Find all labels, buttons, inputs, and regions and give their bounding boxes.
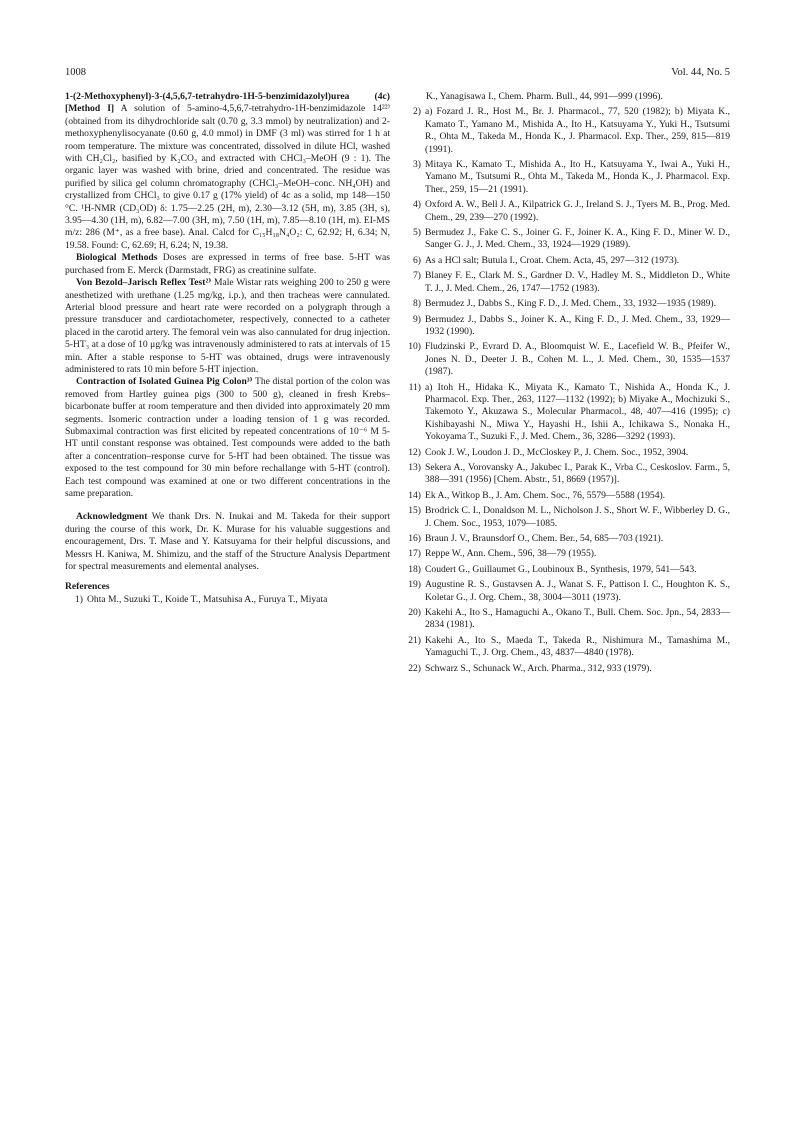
reference-item (404, 199, 730, 224)
reference-number: 17) (408, 548, 421, 560)
reference-number: 9) (413, 313, 421, 325)
reference-text: Ek A., Witkop B., J. Am. Chem. Soc., 76, 5579—5588 (1954). (425, 489, 666, 501)
reference-number: 18) (408, 563, 421, 575)
reference-number: 1) (75, 593, 83, 605)
von-bezold-body: Male Wistar rats weighing 200 to 250 g were anesthetized with urethane (1.25 mg/kg, i.p.), and then tracheas were cannulated. Arterial blood pressure and heart rate were recorded on a polygraph through a pressure transducer and cardiotachometer, respectively, connected to a catheter placed in the carotid artery. The femoral vein was also cannulated for drug injection. 5-HT₃ at a dose of 10 μg/kg was intravenously administered to rats at intervals of 15 min. After a stable response to 5-HT was obtained, drugs were intravenously administered to rats 10 min before 5-HT injection. (65, 277, 390, 375)
bio-methods-heading: Biological Methods (76, 252, 158, 264)
right-column (404, 91, 730, 678)
reference-text: Ohta M., Suzuki T., Koide T., Matsuhisa A., Furuya T., Miyata (87, 593, 328, 605)
reference-text: Bermudez J., Fake C. S., Joiner G. F., Joiner K. A., King F. D., Miner W. D., Sanger G. J., J. Med. Chem., 33, 1924—1929 (1989). (425, 227, 730, 251)
acknowledgment-heading: Acknowledgment (76, 511, 148, 523)
reference-text: a) Fozard J. R., Host M., Br. J. Pharmacol., 77, 520 (1982); b) Miyata K., Kamato T., Yamano M., Mishida A., Ito H., Katsuyama Y., Yuki H., Tsutsumi R., Ohta M., Takeda M., Honda K., J. Pharmacol. Exp. Ther., 259, 815—819 (1991). (425, 106, 730, 155)
reference-text: Brodrick C. I., Donaldson M. L., Nicholson J. S., Short W. F., Wibberley D. G., J. Chem. Soc., 1953, 1079—1085. (425, 505, 730, 529)
guinea-pig-body: The distal portion of the colon was removed from Hartley guinea pigs (300 to 500 g), cleaned in fresh Krebs–bicarbonate buffer at room temperature and then divided into approximately 20 mm segments. Isomeric contraction under a loading tension of 1 g was recorded. Submaximal contraction was first elicited by repeated concentrations of 10⁻⁶ M 5-HT until constant response was obtained. Test compounds were added to the bath after a concentration–response curve for 5-HT had been obtained. The tissue was exposed to the test compound for 30 min before rechallange with 5-HT (control). Each test compound was examined at one or two different concentrations in the same preparation. (65, 376, 390, 499)
reference-item (404, 663, 730, 675)
bio-methods-body: Doses are expressed in terms of free base. 5-HT was purchased from E. Merck (Darmstadt, FRG) as creatinine sulfate. (65, 252, 390, 276)
reference-item (404, 341, 730, 378)
reference-text: Mitaya K., Kamato T., Mishida A., Ito H., Katsuyama Y., Iwai A., Yuki H., Yamano M., Tsutsumi R., Ohta M., Takeda M., Honda K., J. Pharmacol. Exp. Ther., 259, 15—21 (1991). (425, 159, 730, 195)
reference-item (404, 533, 730, 545)
reference-number: 14) (408, 489, 421, 501)
reference-item (404, 382, 730, 444)
reference-text: Augustine R. S., Gustavsen A. J., Wanat S. F., Pattison I. C., Houghton K. S., Koletar G., J. Org. Chem., 38, 3004—3011 (1973). (425, 579, 730, 603)
compound-heading: 1-(2-Methoxyphenyl)-3-(4,5,6,7-tetrahydro-1H-5-benzimidazolyl)urea (4c) [Method I] (65, 91, 390, 115)
reference-text: Coudert G., Guillaumet G., Loubinoux B., Synthesis, 1979, 541—543. (425, 563, 697, 575)
page-number: 1008 (65, 67, 86, 78)
reference-item (404, 635, 730, 660)
volume-issue: Vol. 44, No. 5 (671, 67, 730, 78)
reference-number: 12) (408, 446, 421, 458)
reference-number: 19) (408, 579, 421, 591)
reference-item (404, 106, 730, 156)
reference-text: a) Itoh H., Hidaka K., Miyata K., Kamato T., Nishida A., Honda K., J. Pharmacol. Exp. Ther., 263, 1127—1132 (1992); b) Miyake A., Mochizuki S., Takemoto Y., Akuzawa S., Molecular Pharmacol., 48, 407—416 (1995); c) Kishibayashi N., Miwa Y., Hayashi H., Ishii A., Ichikawa S., Nonaka H., Yokoyama T., Suzuki F., J. Med. Chem., 36, 3286—3292 (1993). (425, 381, 730, 443)
page-header (65, 66, 730, 80)
reference-item (404, 159, 730, 196)
reference-item (404, 270, 730, 295)
reference-item (404, 607, 730, 632)
reference-text: Schwarz S., Schunack W., Arch. Pharma., 312, 933 (1979). (425, 662, 652, 674)
reference-number: 11) (408, 381, 421, 393)
compound-body: A solution of 5-amino-4,5,6,7-tetrahydro-1H-benzimidazole 14²²⁾ (obtained from its dihydrochloride salt (0.70 g, 3.3 mmol) by neutralization) and 2-methoxyphenylisocyanate (0.60 g, 4.0 mmol) in DMF (3 ml) was stirred for 1 h at room temperature. The mixture was concentrated, dissolved in dilute HCl, washed with CH₂Cl₂, basified by K₂CO₃ and extracted with CHCl₃–MeOH (9 : 1). The organic layer was washed with brine, dried and concentrated. The residue was purified by silica gel column chromatography (CHCl₃–MeOH–conc. NH₄OH) and crystallized from CHCl₃ to give 0.17 g (17% yield) of 4c as a solid, mp 148—150 °C. ¹H-NMR (CD₃OD) δ: 1.75—2.25 (2H, m), 2.30—3.12 (5H, m), 3.85 (3H, s), 3.95—4.30 (1H, m), 6.82—7.00 (3H, m), 7.50 (1H, m), 7.85—8.10 (1H, m). EI-MS m/z: 286 (M⁺, as a free base). Anal. Calcd for C₁₅H₁₈N₄O₂: C, 62.92; H, 6.34; N, 19.58. Found: C, 62.69; H, 6.24; N, 19.38. (65, 103, 391, 251)
reference-number: 4) (413, 199, 421, 211)
reference-item (404, 579, 730, 604)
von-bezold-paragraph (65, 277, 390, 376)
reference-number: 6) (413, 254, 421, 266)
reference-text: Bermudez J., Dabbs S., King F. D., J. Med. Chem., 33, 1932—1935 (1989). (425, 298, 717, 310)
reference-number: 20) (408, 607, 421, 619)
reference-number: 16) (408, 533, 421, 544)
reference-item (404, 505, 730, 530)
reference-text: Braun J. V., Braunsdorf O., Chem. Ber., 54, 685—703 (1921). (425, 533, 664, 544)
left-column (65, 91, 390, 609)
reference-text: Oxford A. W., Bell J. A., Kilpatrick G. J., Ireland S. J., Tyers M. B., Prog. Med. Chem., 29, 239—270 (1992). (425, 199, 730, 223)
reference-number: 22) (408, 662, 421, 674)
acknowledgment-paragraph (65, 511, 390, 573)
acknowledgment-body: We thank Drs. N. Inukai and M. Takeda for their support during the course of this work, Dr. K. Murase for his valuable suggestions and encouragement, Drs. T. Mase and Y. Katsuyama for their helpful discussions, and Messrs H. Kaniwa, M. Shimizu, and the staff of the Structure Analysis Department for spectral measurements and elemental analyses. (65, 511, 390, 573)
reference-number: 8) (413, 298, 421, 310)
reference-item (404, 255, 730, 267)
reference-number: 10) (408, 341, 421, 353)
reference-list (404, 106, 730, 675)
reference-text: Blaney F. E., Clark M. S., Gardner D. V., Hadley M. S., Middleton D., White T. J., J. Med. Chem., 26, 1747—1752 (1983). (425, 270, 730, 294)
reference-number: 7) (413, 270, 421, 282)
reference-number: 3) (413, 159, 421, 171)
reference-item (404, 490, 730, 502)
bio-methods-paragraph (65, 252, 390, 277)
von-bezold-heading: Von Bezold–Jarisch Reflex Test²⁾ (76, 277, 212, 289)
reference-item (65, 594, 390, 606)
reference-item (404, 298, 730, 310)
reference-number: 15) (408, 505, 421, 517)
reference-number: 2) (413, 106, 421, 118)
reference-number: 21) (408, 634, 421, 646)
reference-item (404, 564, 730, 576)
reference-text: Sekera A., Vorovansky A., Jakubec I., Parak K., Vrba C., Ceskoslov. Farm., 5, 388—391 (1956) [Chem. Abstr., 51, 8669 (1957)]. (425, 461, 730, 486)
guinea-pig-heading: Contraction of Isolated Guinea Pig Colon³⁾ (76, 376, 253, 388)
reference-item (404, 227, 730, 252)
reference-text: Kakehi A., Ito S., Maeda T., Takeda R., Nishimura M., Tamashima M., Yamaguchi T., J. Org. Chem., 43, 4837—4840 (1978). (425, 634, 730, 659)
reference-item (404, 548, 730, 560)
reference-item (404, 314, 730, 339)
reference-item (404, 447, 730, 459)
reference-text: As a HCl salt; Butula I., Croat. Chem. Acta, 45, 297—312 (1973). (425, 254, 680, 266)
references-heading: References (65, 581, 110, 593)
reference-number: 13) (408, 461, 421, 473)
guinea-pig-paragraph (65, 376, 390, 500)
reference-text: Fludzinski P., Evrard D. A., Bloomquist W. E., Lacefield W. B., Pfeifer W., Jones N. D., Deeter J. B., Cohen M. L., J. Med. Chem., 30, 1535—1537 (1987). (425, 341, 730, 378)
reference-text: Bermudez J., Dabbs S., Joiner K. A., King F. D., J. Med. Chem., 33, 1929—1932 (1990). (425, 313, 730, 337)
reference-text: Reppe W., Ann. Chem., 596, 38—79 (1955). (425, 548, 597, 560)
reference-text: Cook J. W., Loudon J. D., McCloskey P., J. Chem. Soc., 1952, 3904. (425, 446, 689, 458)
reference-number: 5) (413, 227, 421, 239)
reference-continuation: K., Yanagisawa I., Chem. Pharm. Bull., 44, 991—999 (1996). (426, 91, 663, 102)
reference-item (404, 462, 730, 487)
reference-text: Kakehi A., Ito S., Hamaguchi A., Okano T., Bull. Chem. Soc. Jpn., 54, 2833—2834 (1981). (425, 607, 730, 631)
compound-paragraph (65, 91, 390, 252)
